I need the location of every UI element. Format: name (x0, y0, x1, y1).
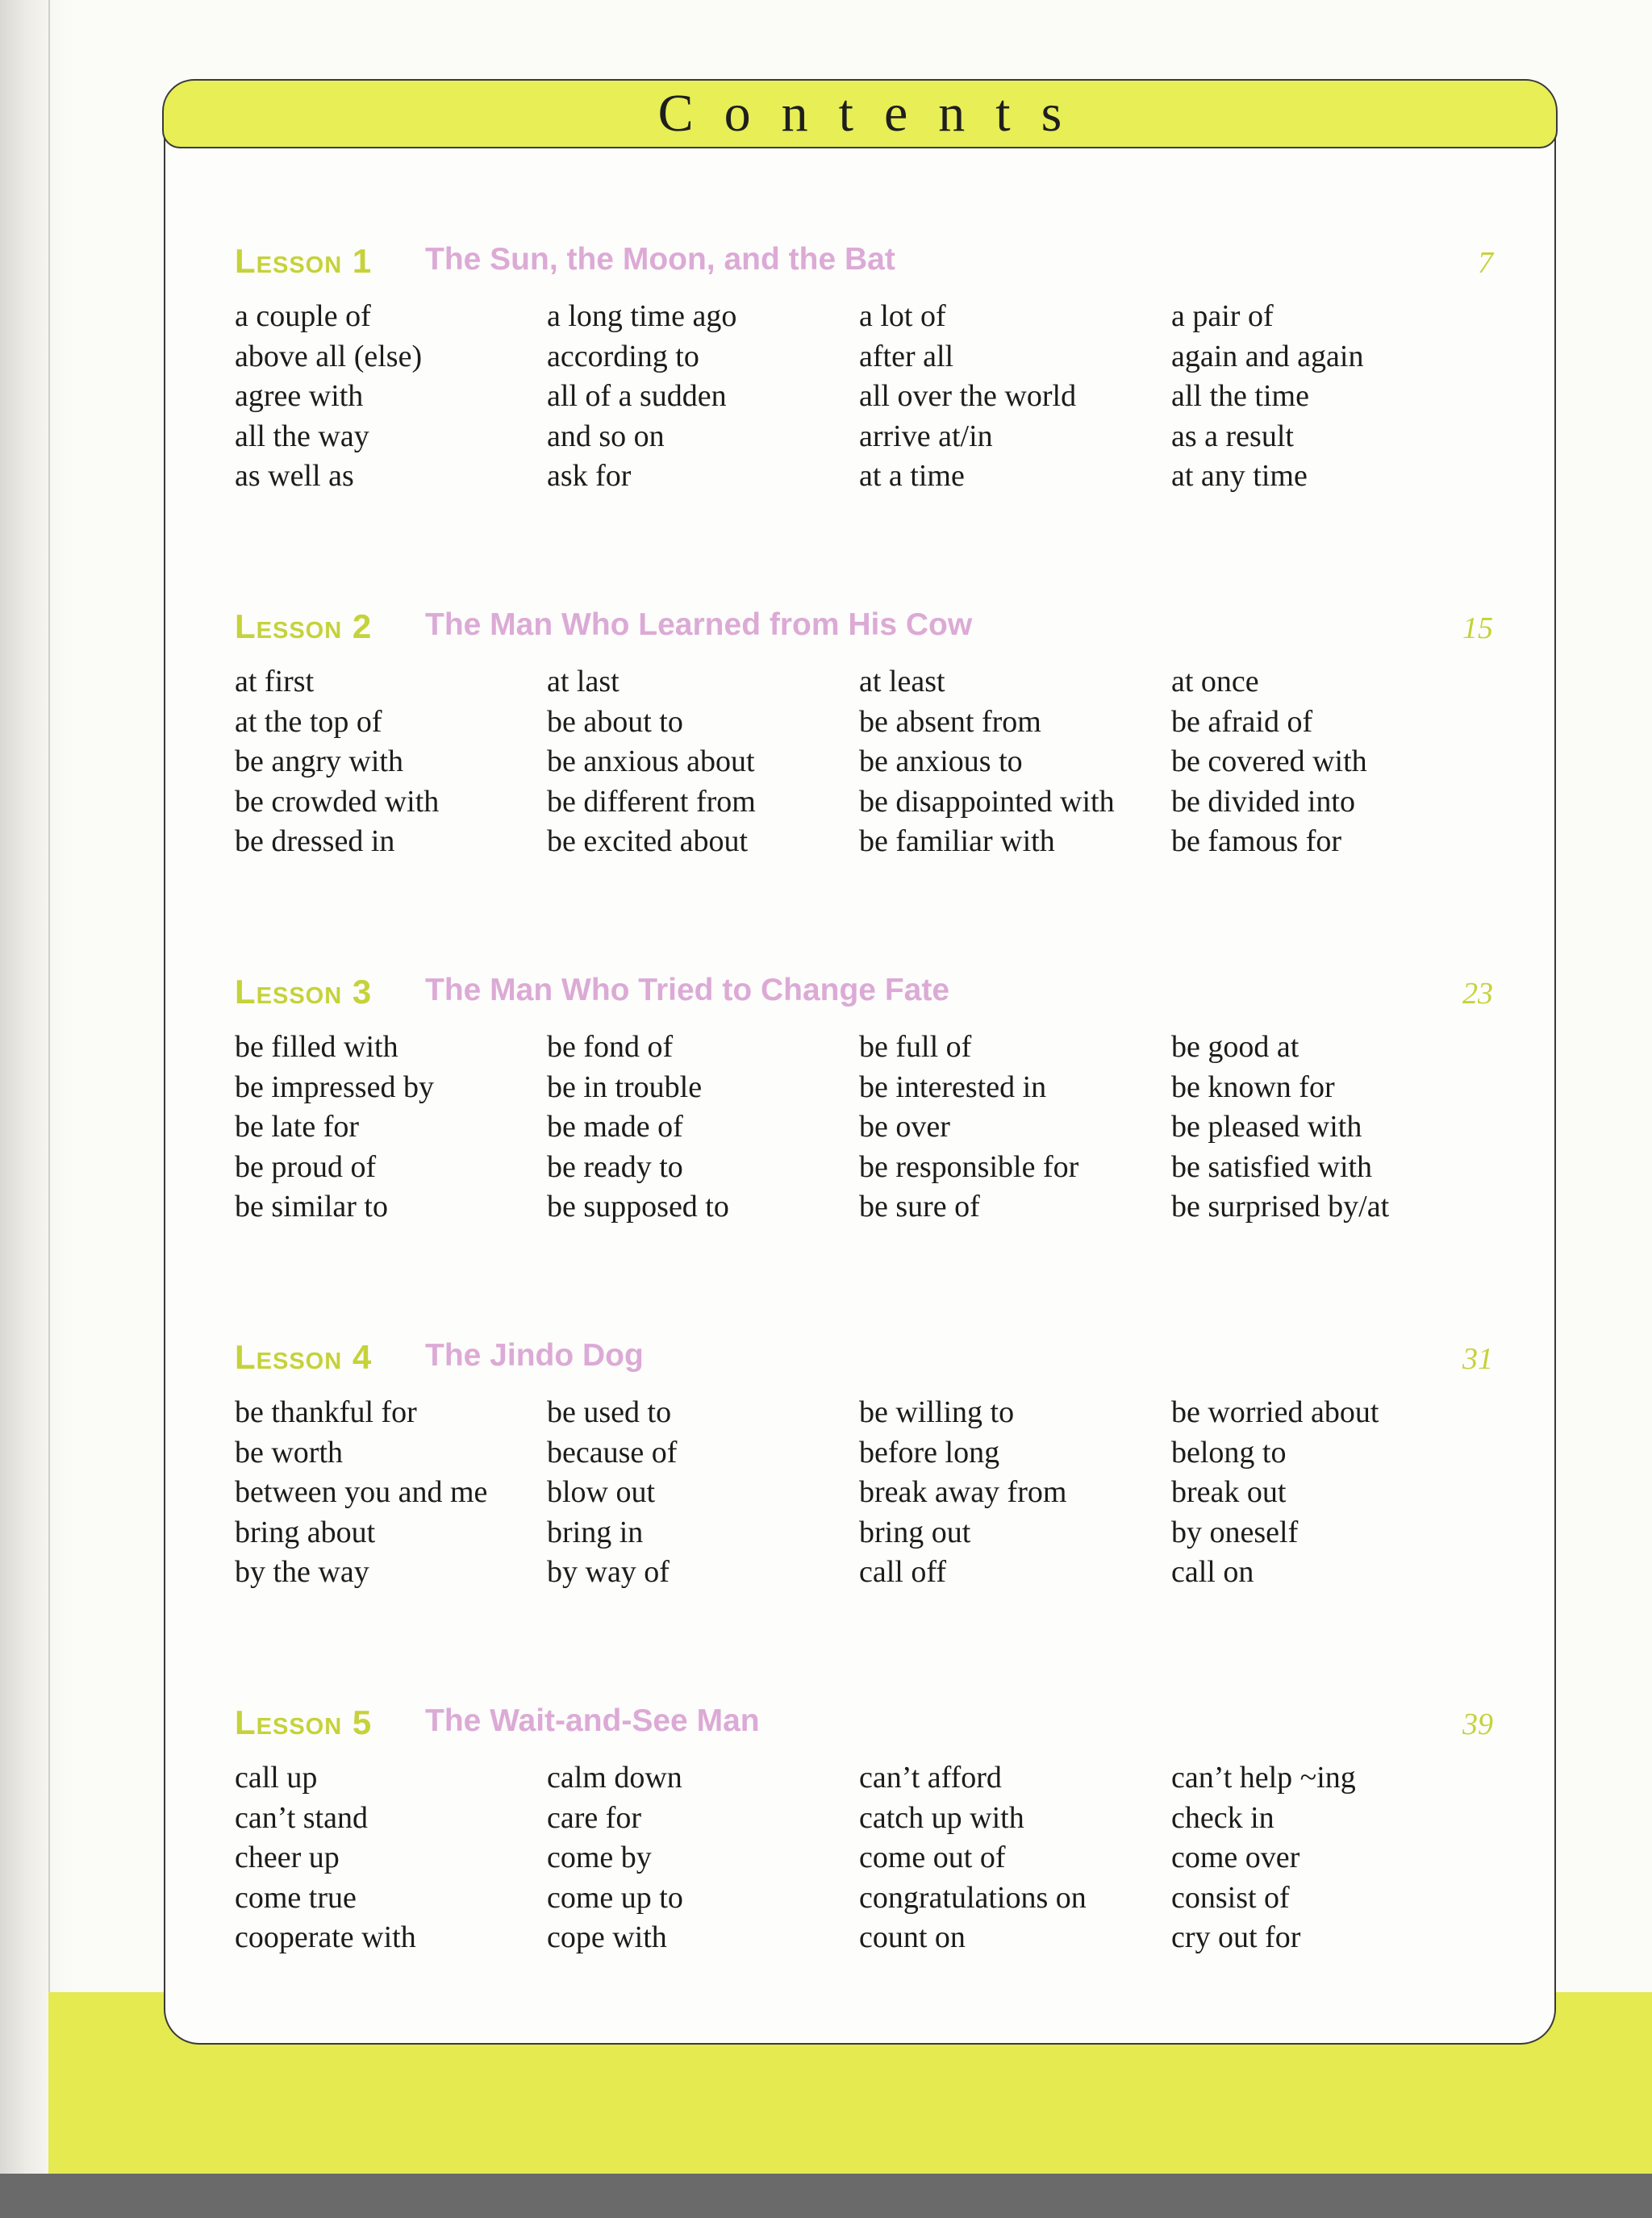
phrase-item: be good at (1171, 1030, 1299, 1064)
phrase-item: come over (1171, 1841, 1300, 1874)
phrase-item: be anxious about (547, 744, 755, 778)
page-edge-line (48, 0, 50, 1992)
lesson-section (235, 607, 1493, 862)
phrase-item: come up to (547, 1880, 683, 1915)
phrase-item: be about to (547, 704, 683, 739)
lesson-number: 1 (352, 242, 373, 280)
phrase-item: be worth (235, 1435, 344, 1470)
phrase-item: at least (859, 665, 945, 698)
phrase-item: and so on (547, 419, 665, 453)
phrase-item: congratulations on (859, 1880, 1087, 1915)
lesson-title: The Jindo Dog (425, 1338, 644, 1373)
phrase-item: count on (859, 1920, 966, 1954)
phrase-item: arrive at/in (859, 419, 993, 453)
phrase-item: be impressed by (235, 1069, 434, 1104)
phrase-item: be used to (547, 1395, 672, 1429)
phrase-item: after all (859, 339, 954, 373)
phrase-item: blow out (547, 1475, 656, 1509)
phrase-item: be familiar with (859, 824, 1055, 858)
phrase-item: ask for (547, 459, 632, 493)
phrase-item: be different from (547, 784, 756, 819)
phrase-item: be pleased with (1171, 1110, 1362, 1144)
phrase-item: be thankful for (235, 1395, 417, 1429)
phrase-item: care for (547, 1800, 642, 1835)
phrase-grid (235, 1393, 1493, 1593)
phrase-item: be anxious to (859, 744, 1023, 778)
lesson-section (235, 242, 1493, 497)
lesson-prefix: Lesson (235, 973, 343, 1011)
phrase-item: be in trouble (547, 1069, 703, 1104)
phrase-item: come out of (859, 1841, 1006, 1874)
lesson-header (235, 242, 1493, 290)
phrase-item: at first (235, 665, 315, 698)
phrase-item: be full of (859, 1030, 972, 1064)
phrase-grid (235, 1758, 1493, 1958)
phrase-item: before long (859, 1435, 1000, 1470)
phrase-item: can’t stand (235, 1800, 368, 1835)
phrase-item: bring out (859, 1515, 971, 1549)
phrase-item: be over (859, 1110, 950, 1144)
phrase-item: be sure of (859, 1190, 980, 1224)
phrase-item: be willing to (859, 1395, 1015, 1429)
lesson-number: 4 (352, 1338, 373, 1376)
lesson-label (235, 1703, 372, 1742)
phrase-item: be worried about (1171, 1395, 1379, 1429)
lesson-header (235, 1338, 1493, 1386)
lesson-number: 3 (352, 973, 373, 1011)
phrase-item: be supposed to (547, 1190, 729, 1224)
phrase-item: break away from (859, 1475, 1067, 1509)
phrase-item: by way of (547, 1555, 670, 1589)
phrase-item: consist of (1171, 1880, 1290, 1915)
phrase-item: cooperate with (235, 1920, 416, 1954)
phrase-item: belong to (1171, 1435, 1287, 1470)
phrase-item: can’t afford (859, 1761, 1002, 1795)
phrase-item: be absent from (859, 704, 1041, 739)
phrase-item: according to (547, 339, 699, 373)
lesson-section (235, 1338, 1493, 1593)
phrase-item: be covered with (1171, 744, 1367, 778)
phrase-item: agree with (235, 379, 364, 413)
lesson-title: The Man Who Tried to Change Fate (425, 973, 950, 1007)
phrase-item: as a result (1171, 419, 1294, 453)
phrase-item: cheer up (235, 1841, 340, 1874)
phrase-item: catch up with (859, 1800, 1024, 1835)
lesson-section (235, 973, 1493, 1228)
phrase-item: can’t help ~ing (1171, 1761, 1356, 1795)
phrase-item: at once (1171, 665, 1259, 698)
phrase-item: be afraid of (1171, 704, 1313, 739)
phrase-item: again and again (1171, 339, 1364, 373)
phrase-item: call off (859, 1555, 946, 1589)
phrase-item: by oneself (1171, 1515, 1299, 1549)
phrase-item: be made of (547, 1110, 683, 1144)
phrase-item: call on (1171, 1555, 1254, 1589)
lesson-title: The Sun, the Moon, and the Bat (425, 242, 895, 277)
phrase-item: come by (547, 1841, 652, 1874)
phrase-item: be proud of (235, 1149, 377, 1184)
contents-title-bar (162, 79, 1558, 148)
phrase-item: be filled with (235, 1030, 398, 1064)
phrase-item: be divided into (1171, 784, 1355, 819)
lesson-section (235, 1703, 1493, 1958)
lesson-prefix: Lesson (235, 1338, 343, 1376)
phrase-item: be late for (235, 1110, 360, 1144)
lesson-prefix: Lesson (235, 607, 343, 645)
phrase-item: be responsible for (859, 1149, 1079, 1184)
phrase-item: be crowded with (235, 784, 440, 819)
lesson-label (235, 242, 372, 281)
phrase-item: be ready to (547, 1149, 683, 1184)
book-spine-shadow (0, 0, 74, 2218)
lesson-number: 2 (352, 607, 373, 645)
lesson-title: The Man Who Learned from His Cow (425, 607, 973, 642)
phrase-item: a couple of (235, 299, 371, 333)
phrase-item: all of a sudden (547, 379, 727, 413)
phrase-item: at last (547, 665, 620, 698)
phrase-grid (235, 662, 1493, 862)
phrase-item: a pair of (1171, 299, 1274, 333)
lesson-page-number: 7 (1478, 246, 1493, 280)
lesson-page-number: 23 (1462, 977, 1493, 1011)
phrase-item: all the time (1171, 379, 1309, 413)
phrase-item: be surprised by/at (1171, 1190, 1390, 1224)
lesson-prefix: Lesson (235, 1703, 343, 1741)
phrase-item: all over the world (859, 379, 1077, 413)
phrase-item: calm down (547, 1761, 682, 1795)
phrase-item: be excited about (547, 824, 749, 858)
phrase-item: check in (1171, 1800, 1274, 1835)
page-title: Contents (657, 84, 1093, 143)
phrase-item: be dressed in (235, 824, 395, 858)
scan-bottom-strip (0, 2174, 1652, 2218)
phrase-item: be fond of (547, 1030, 674, 1064)
phrase-item: cry out for (1171, 1920, 1301, 1954)
phrase-item: be famous for (1171, 824, 1342, 858)
lesson-title: The Wait-and-See Man (425, 1703, 760, 1738)
lesson-label (235, 607, 372, 646)
lesson-page-number: 31 (1462, 1342, 1493, 1376)
phrase-item: between you and me (235, 1475, 488, 1509)
phrase-item: above all (else) (235, 339, 423, 373)
phrase-item: at a time (859, 459, 965, 493)
phrase-item: because of (547, 1435, 678, 1470)
phrase-item: bring about (235, 1515, 376, 1549)
phrase-item: a long time ago (547, 299, 737, 333)
lesson-header (235, 607, 1493, 656)
lesson-label (235, 1338, 372, 1377)
phrase-item: be satisfied with (1171, 1149, 1373, 1184)
phrase-item: all the way (235, 419, 369, 453)
lesson-page-number: 15 (1462, 611, 1493, 645)
phrase-item: call up (235, 1761, 318, 1795)
phrase-item: break out (1171, 1475, 1287, 1509)
phrase-item: be known for (1171, 1069, 1335, 1104)
phrase-item: be similar to (235, 1190, 388, 1224)
phrase-item: cope with (547, 1920, 667, 1954)
lesson-page-number: 39 (1462, 1707, 1493, 1741)
phrase-item: be interested in (859, 1069, 1047, 1104)
phrase-item: as well as (235, 459, 354, 493)
phrase-item: at any time (1171, 459, 1308, 493)
lesson-header (235, 1703, 1493, 1752)
phrase-item: be disappointed with (859, 784, 1115, 819)
lesson-prefix: Lesson (235, 242, 343, 280)
lesson-number: 5 (352, 1703, 373, 1741)
phrase-item: bring in (547, 1515, 644, 1549)
phrase-item: by the way (235, 1555, 369, 1589)
lesson-header (235, 973, 1493, 1021)
phrase-item: at the top of (235, 704, 382, 739)
phrase-item: a lot of (859, 299, 946, 333)
phrase-grid (235, 1028, 1493, 1228)
phrase-grid (235, 297, 1493, 497)
phrase-item: be angry with (235, 744, 403, 778)
lesson-label (235, 973, 372, 1011)
phrase-item: come true (235, 1880, 357, 1915)
